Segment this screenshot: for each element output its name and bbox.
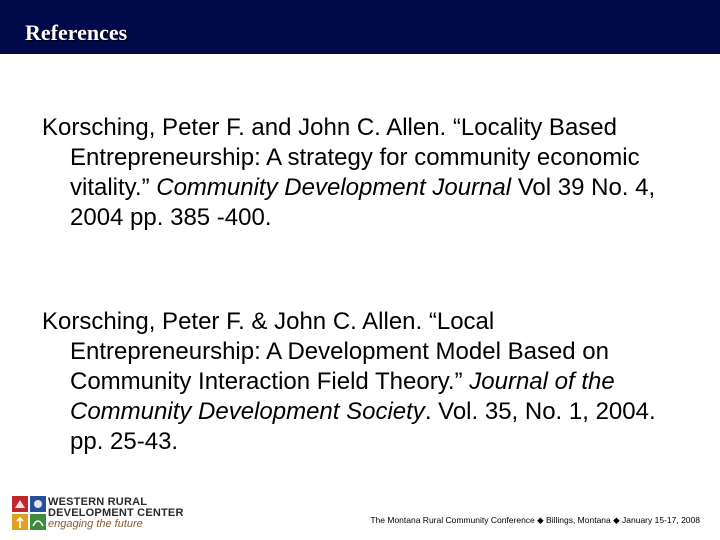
reference-journal: Journal of the Community Development Society — [70, 368, 615, 425]
footer-text: The Montana Rural Community Conference ◆ Billings, Montana ◆ January 15-17, 2008 — [370, 515, 700, 525]
logo-line1: WESTERN RURAL — [48, 496, 148, 508]
reference-item — [42, 113, 682, 233]
wrdc-logo — [12, 494, 202, 534]
logo-tagline: engaging the future — [48, 518, 143, 530]
reference-details: . Vol. 35, No. 1, 2004. pp. 25-43. — [70, 398, 656, 455]
reference-text: Korsching, Peter F. and John C. Allen. “Locality Based Entrepreneurship: A strategy for community economic vitality.” — [42, 114, 640, 201]
reference-text: Korsching, Peter F. & John C. Allen. “Local Entrepreneurship: A Development Model Based on Community Interaction Field Theory.” — [42, 308, 610, 395]
reference-item — [42, 307, 682, 457]
logo-line2: DEVELOPMENT CENTER — [48, 507, 184, 519]
wrdc-logo-icon — [12, 496, 46, 530]
reference-journal: Community Development Journal — [156, 174, 512, 201]
reference-details: Vol 39 No. 4, 2004 pp. 385 -400. — [70, 174, 656, 231]
title-bar — [0, 0, 720, 54]
page-title: References — [25, 20, 128, 45]
